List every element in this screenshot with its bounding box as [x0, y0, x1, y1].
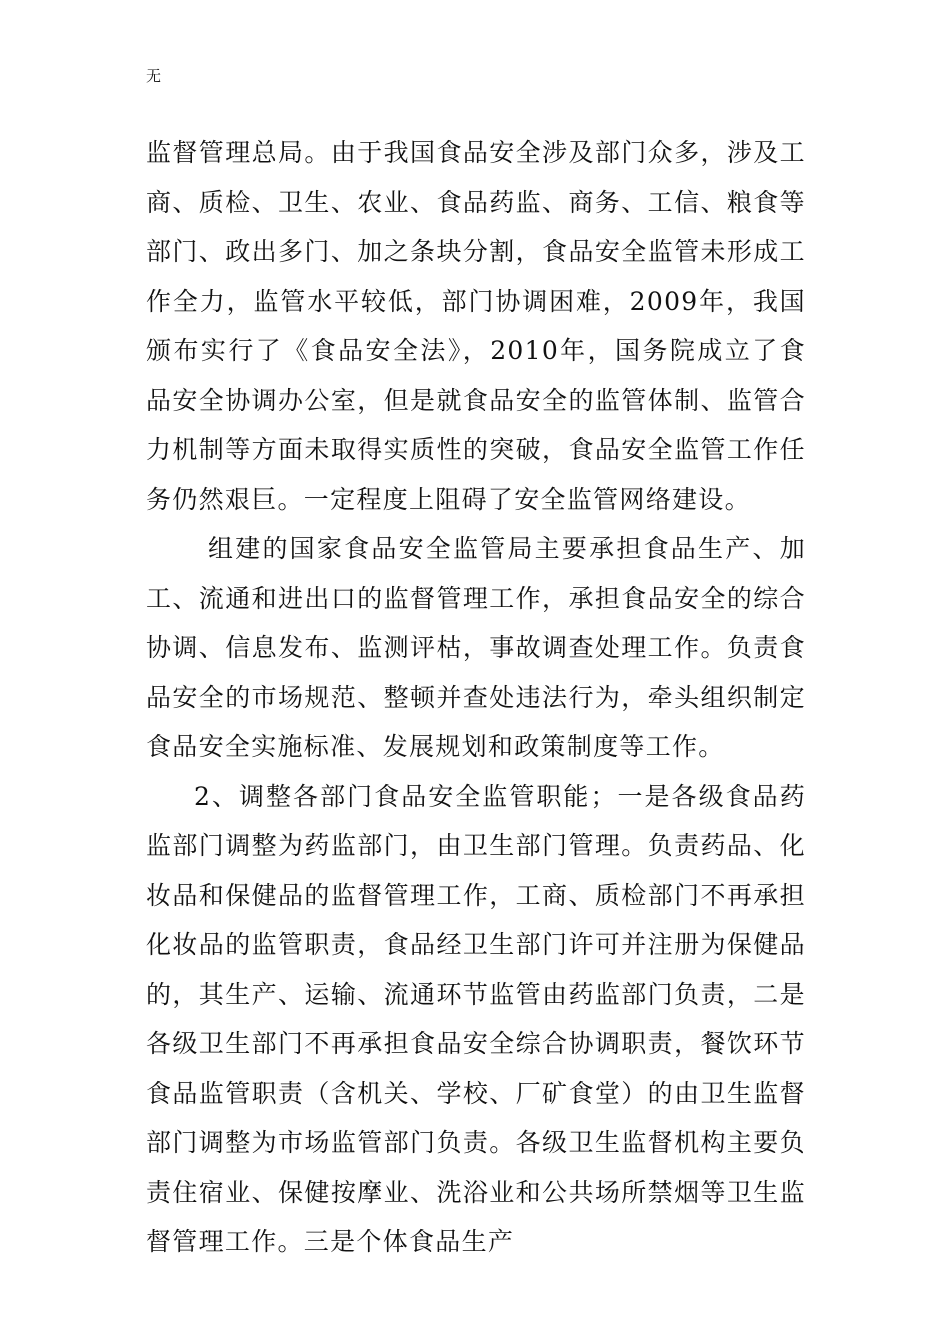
paragraph-3: 2、调整各部门食品安全监管职能；一是各级食品药监部门调整为药监部门，由卫生部门管理。负责药品、化妆品和保健品的监督管理工作，工商、质检部门不再承担化妆品的监管职责，食品经卫生部门许可并注册为保健品的，其生产、运输、流通环节监管由药监部门负责，二是各级卫生部门不再承担食品安全综合协调职责，餐饮环节食品监管职责（含机关、学校、厂矿食堂）的由卫生监督部门调整为市场监管部门负责。各级卫生监督机构主要负责住宿业、保健按摩业、洗浴业和公共场所禁烟等卫生监督管理工作。三是个体食品生产	[146, 781, 806, 1256]
paragraph-1: 监督管理总局。由于我国食品安全涉及部门众多，涉及工商、质检、卫生、农业、食品药监、商务、工信、粮食等部门、政出多门、加之条块分割，食品安全监管未形成工作全力，监管水平较低，部门协调困难，2009年，我国颁布实行了《食品安全法》，2010年，国务院成立了食品安全协调办公室，但是就食品安全的监管体制、监管合力机制等方面未取得实质性的突破，食品安全监管工作任务仍然艰巨。一定程度上阻碍了安全监管网络建设。	[146, 138, 806, 514]
paragraph-2: 组建的国家食品安全监管局主要承担食品生产、加工、流通和进出口的监督管理工作，承担食品安全的综合协调、信息发布、监测评枯，事故调查处理工作。负责食品安全的市场规范、整顿并查处违法行为，牵头组织制定食品安全实施标准、发展规划和政策制度等工作。	[146, 534, 806, 761]
document-body	[146, 128, 806, 1267]
page-header: 无	[146, 67, 162, 85]
